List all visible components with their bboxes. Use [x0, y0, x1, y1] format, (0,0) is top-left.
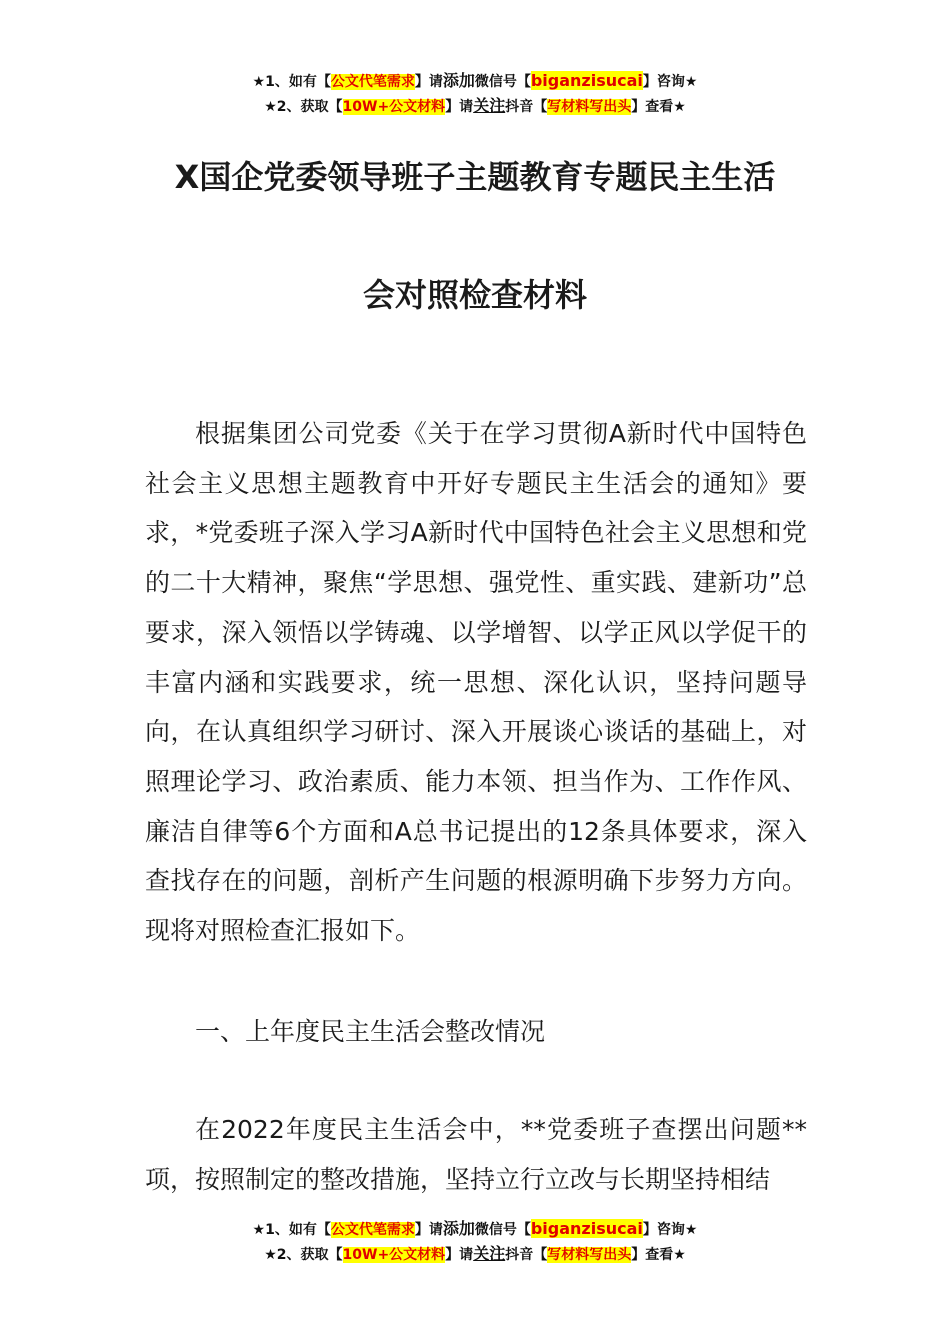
banner-wechat-id: biganzisucai [530, 1219, 643, 1238]
banner-wechat-id: biganzisucai [530, 71, 643, 90]
banner-douyin-id: 写材料写出头 [547, 1247, 632, 1263]
banner-text: 】请 [445, 99, 474, 115]
banner-line-1 [0, 1217, 950, 1242]
banner-text: 】请 [414, 1222, 443, 1238]
banner-text: 抖音【 [505, 99, 548, 115]
banner-text: ★2、获取【 [264, 1247, 343, 1263]
banner-highlight: 公文代笔需求 [330, 74, 415, 90]
document-title-line-1: X国企党委领导班子主题教育专题民主生活 [174, 158, 776, 196]
banner-highlight: 公文代笔需求 [330, 1222, 415, 1238]
banner-text: ★1、如有【 [252, 74, 331, 90]
banner-emphasis: 关注 [473, 1244, 506, 1263]
banner-text: 】请 [414, 74, 443, 90]
banner-text: 】查看★ [631, 99, 686, 115]
header-banner [0, 69, 950, 119]
banner-highlight: 10W+公文材料 [342, 1247, 446, 1263]
banner-emphasis: 关注 [473, 96, 506, 115]
banner-highlight: 10W+公文材料 [342, 99, 446, 115]
banner-line-2 [0, 94, 950, 119]
document-title-line-2: 会对照检查材料 [362, 276, 587, 314]
banner-text: 】咨询★ [642, 74, 698, 90]
banner-line-1 [0, 69, 950, 94]
banner-text: 】查看★ [631, 1247, 686, 1263]
banner-emphasis: 添加 [442, 1219, 475, 1238]
banner-text: ★1、如有【 [252, 1222, 331, 1238]
banner-line-2 [0, 1242, 950, 1267]
footer-banner [0, 1217, 950, 1267]
section-heading: 一、上年度民主生活会整改情况 [195, 1017, 546, 1046]
banner-text: 微信号【 [474, 1222, 531, 1238]
banner-text: 】请 [445, 1247, 474, 1263]
banner-text: 】咨询★ [642, 1222, 698, 1238]
banner-douyin-id: 写材料写出头 [547, 99, 632, 115]
banner-emphasis: 添加 [442, 71, 475, 90]
intro-paragraph: 根据集团公司党委《关于在学习贯彻A新时代中国特色社会主义思想主题教育中开好专题民主生活会的通知》要求，*党委班子深入学习A新时代中国特色社会主义思想和党的二十大精神，聚焦“学思想、强党性、重实践、建新功”总要求，深入领悟以学铸魂、以学增智、以学正风以学促干的丰富内涵和实践要求，统一思想、深化认识，坚持问题导向，在认真组织学习研讨、深入开展谈心谈话的基础上，对照理论学习、政治素质、能力本领、担当作为、工作作风、廉洁自律等6个方面和A总书记提出的12条具体要求，深入查找存在的问题，剖析产生问题的根源明确下步努力方向。现将对照检查汇报如下。 [145, 419, 807, 946]
section-paragraph: 在2022年度民主生活会中，**党委班子查摆出问题**项，按照制定的整改措施，坚持立行立改与长期坚持相结 [145, 1115, 807, 1194]
banner-text: 微信号【 [474, 74, 531, 90]
banner-text: 抖音【 [505, 1247, 548, 1263]
banner-text: ★2、获取【 [264, 99, 343, 115]
